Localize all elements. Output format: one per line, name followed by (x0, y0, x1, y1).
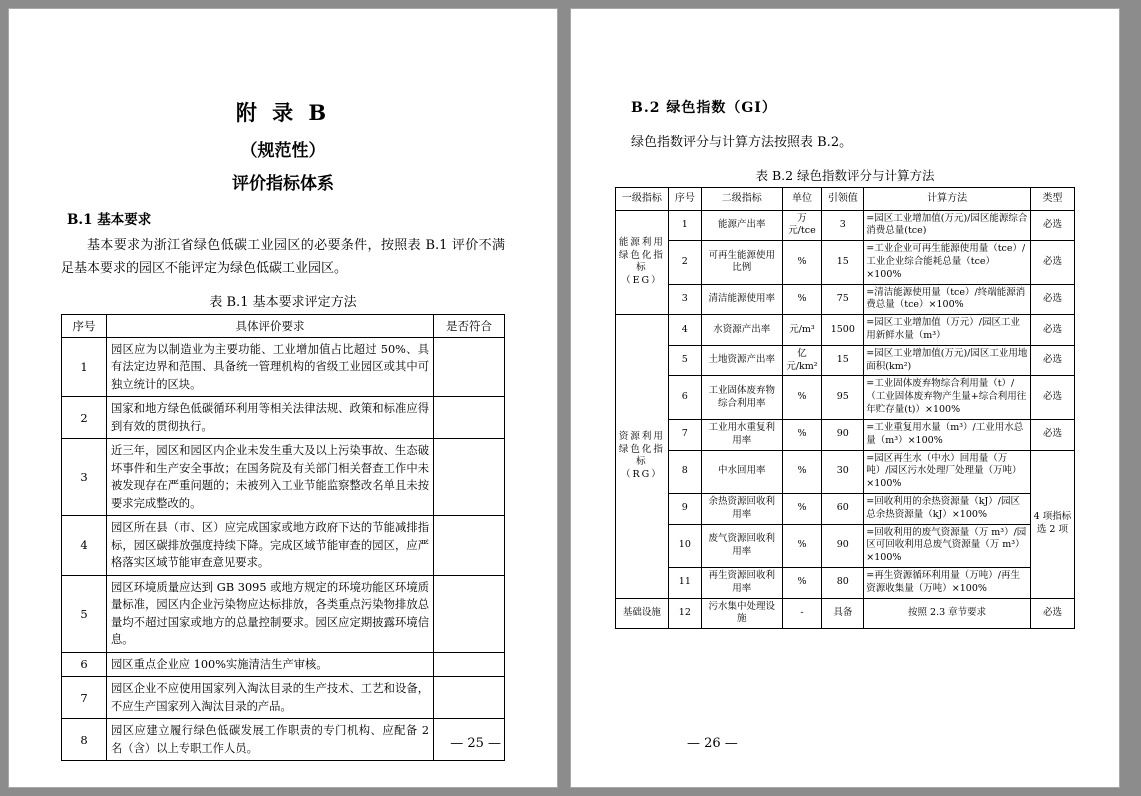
column-header-type: 类型 (1030, 188, 1074, 211)
row-type: 必选 (1030, 376, 1074, 419)
table-row (616, 210, 1075, 241)
row-value: 30 (822, 450, 864, 493)
row-conform (434, 575, 505, 652)
table-row (616, 376, 1075, 419)
row-unit: % (782, 419, 822, 450)
table-b2 (615, 187, 1075, 629)
row-calc: =回收利用的废气资源量（万 m³）/园区可回收利用总废气资源量（万 m³）×100% (864, 524, 1031, 567)
page-right (570, 8, 1120, 788)
row-calc: =回收利用的余热资源量（kJ）/园区总余热资源量（kJ）×100% (864, 493, 1031, 524)
table-row (616, 419, 1075, 450)
row-calc: =园区工业增加值(万元)/园区工业用地面积(km²) (864, 345, 1031, 376)
row-unit: % (782, 568, 822, 599)
table-row (62, 516, 505, 576)
row-calc: =工业固体废弃物综合利用量（t）/（工业固体废弃物产生量+综合利用往年贮存量(t)）×100% (864, 376, 1031, 419)
page-number-right: — 26 — (687, 736, 738, 751)
row-value: 95 (822, 376, 864, 419)
row-indicator: 清洁能源使用率 (701, 284, 782, 315)
row-calc: =园区工业增加值(万元)/园区能源综合消费总量(tce) (864, 210, 1031, 241)
row-number: 8 (668, 450, 701, 493)
table-row (616, 284, 1075, 315)
row-requirement: 园区企业不应使用国家列入淘汰目录的生产技术、工艺和设备，不应生产国家列入淘汰目录的产品。 (107, 677, 434, 719)
table-row (62, 652, 505, 677)
row-calc: =清洁能源使用量（tce）/终端能源消费总量（tce）×100% (864, 284, 1031, 315)
row-number: 8 (62, 719, 107, 761)
row-number: 7 (62, 677, 107, 719)
row-number: 4 (668, 315, 701, 346)
column-header-unit: 单位 (782, 188, 822, 211)
row-calc: =工业企业可再生能源使用量（tce）/工业企业综合能耗总量（tce）×100% (864, 241, 1031, 284)
row-number: 3 (62, 439, 107, 516)
row-number: 7 (668, 419, 701, 450)
row-unit: % (782, 493, 822, 524)
row-indicator: 水资源产出率 (701, 315, 782, 346)
row-number: 11 (668, 568, 701, 599)
table-row (616, 524, 1075, 567)
row-conform (434, 439, 505, 516)
category-infrastructure: 基础设施 (616, 598, 669, 629)
row-indicator: 可再生能源使用比例 (701, 241, 782, 284)
row-requirement: 园区环境质量应达到 GB 3095 或地方规定的环境功能区环境质量标准，园区内企业污染物应达标排放，各类重点污染物排放总量均不超过国家或地方的总量控制要求。园区应定期披露环境信息。 (107, 575, 434, 652)
table-b1 (61, 314, 505, 762)
column-header-value: 引领值 (822, 188, 864, 211)
row-requirement: 园区所在县（市、区）应完成国家或地方政府下达的节能减排指标，园区碳排放强度持续下降。完成区域节能审查的园区，应严格落实区域节能审查意见要求。 (107, 516, 434, 576)
row-calc: =园区工业增加值（万元）/园区工业用新鲜水量（m³） (864, 315, 1031, 346)
row-requirement: 园区应为以制造业为主要功能、工业增加值占比超过 50%、具有法定边界和范围、具备统一管理机构的省级工业园区或其中可独立统计的区块。 (107, 337, 434, 397)
table-row (616, 345, 1075, 376)
row-value: 90 (822, 524, 864, 567)
row-type: 必选 (1030, 419, 1074, 450)
row-unit: 亿元/km² (782, 345, 822, 376)
row-value: 15 (822, 345, 864, 376)
column-header-indicator: 二级指标 (701, 188, 782, 211)
row-type: 必选 (1030, 210, 1074, 241)
row-indicator: 工业用水重复利用率 (701, 419, 782, 450)
row-conform (434, 677, 505, 719)
column-header-category: 一级指标 (616, 188, 669, 211)
table-row (62, 677, 505, 719)
row-indicator: 废气资源回收利用率 (701, 524, 782, 567)
page-number-left: — 25 — (450, 736, 501, 751)
column-header-conform: 是否符合 (434, 314, 505, 337)
row-calc: =再生资源循环利用量（万吨）/再生资源收集量（万吨）×100% (864, 568, 1031, 599)
row-number: 4 (62, 516, 107, 576)
row-conform (434, 337, 505, 397)
section-b2-paragraph: 绿色指数评分与计算方法按照表 B.2。 (631, 135, 853, 150)
row-value: 80 (822, 568, 864, 599)
table-row (616, 315, 1075, 346)
row-type: 必选 (1030, 345, 1074, 376)
row-unit: % (782, 284, 822, 315)
appendix-title: 附 录 B (235, 100, 331, 125)
table-row (62, 439, 505, 516)
row-number: 6 (668, 376, 701, 419)
row-unit: 元/m³ (782, 315, 822, 346)
row-indicator: 再生资源回收利用率 (701, 568, 782, 599)
column-header-calc: 计算方法 (864, 188, 1031, 211)
row-indicator: 余热资源回收利用率 (701, 493, 782, 524)
appendix-subtitle: （规范性） (240, 141, 326, 161)
row-value: 75 (822, 284, 864, 315)
table-b1-caption: 表 B.1 基本要求评定方法 (209, 294, 357, 310)
row-indicator: 土地资源产出率 (701, 345, 782, 376)
section-b1-paragraph: 基本要求为浙江省绿色低碳工业园区的必要条件，按照表 B.1 评价不满足基本要求的园区不能评定为绿色低碳工业园区。 (61, 238, 505, 276)
row-indicator: 工业固体废弃物综合利用率 (701, 376, 782, 419)
row-number: 1 (668, 210, 701, 241)
table-b2-caption: 表 B.2 绿色指数评分与计算方法 (755, 168, 935, 183)
row-calc: =园区再生水（中水）回用量（万吨）/园区污水处理厂处理量（万吨）×100% (864, 450, 1031, 493)
row-number: 2 (668, 241, 701, 284)
row-unit: % (782, 241, 822, 284)
row-unit: % (782, 524, 822, 567)
row-unit: 万元/tce (782, 210, 822, 241)
row-requirement: 园区重点企业应 100%实施清洁生产审核。 (107, 652, 434, 677)
column-header-no: 序号 (668, 188, 701, 211)
section-heading-b2: B.2 绿色指数（GI） (631, 100, 777, 116)
category-rg: 资源利用绿色化指标（RG） (616, 315, 669, 598)
row-type-merged: 4 项指标选 2 项 (1030, 450, 1074, 598)
row-value: 60 (822, 493, 864, 524)
row-conform (434, 516, 505, 576)
column-header-requirement: 具体评价要求 (107, 314, 434, 337)
section-heading-b1: B.1 基本要求 (67, 212, 152, 228)
table-row (616, 598, 1075, 629)
row-calc: =工业重复用水量（m³）/工业用水总量（m³）×100% (864, 419, 1031, 450)
table-header-row (62, 314, 505, 337)
row-conform (434, 652, 505, 677)
row-type: 必选 (1030, 241, 1074, 284)
page-left (8, 8, 558, 788)
row-indicator: 中水回用率 (701, 450, 782, 493)
row-requirement: 园区应建立履行绿色低碳发展工作职责的专门机构、应配备 2 名（含）以上专职工作人员。 (107, 719, 434, 761)
row-type: 必选 (1030, 284, 1074, 315)
row-unit: % (782, 450, 822, 493)
row-value: 15 (822, 241, 864, 284)
row-unit: - (782, 598, 822, 629)
row-number: 2 (62, 397, 107, 439)
table-row (62, 397, 505, 439)
row-number: 5 (668, 345, 701, 376)
table-row (616, 241, 1075, 284)
appendix-subtitle-2: 评价指标体系 (232, 174, 334, 194)
row-requirement: 国家和地方绿色低碳循环利用等相关法律法规、政策和标准应得到有效的贯彻执行。 (107, 397, 434, 439)
table-header-row (616, 188, 1075, 211)
row-number: 12 (668, 598, 701, 629)
row-number: 3 (668, 284, 701, 315)
row-type: 必选 (1030, 598, 1074, 629)
row-number: 10 (668, 524, 701, 567)
row-calc: 按照 2.3 章节要求 (864, 598, 1031, 629)
row-value: 90 (822, 419, 864, 450)
row-number: 6 (62, 652, 107, 677)
category-eg: 能源利用绿色化指标（EG） (616, 210, 669, 315)
row-number: 1 (62, 337, 107, 397)
row-value: 1500 (822, 315, 864, 346)
row-number: 9 (668, 493, 701, 524)
column-header-no: 序号 (62, 314, 107, 337)
row-type: 必选 (1030, 315, 1074, 346)
row-value: 3 (822, 210, 864, 241)
row-indicator: 能源产出率 (701, 210, 782, 241)
row-requirement: 近三年，园区和园区内企业未发生重大及以上污染事故、生态破坏事件和生产安全事故；在国务院及有关部门相关督查工作中未被发现存在严重问题的；未被列入工业节能监察整改名单且未按要求完成整改的。 (107, 439, 434, 516)
row-number: 5 (62, 575, 107, 652)
row-value: 具备 (822, 598, 864, 629)
table-row (62, 337, 505, 397)
row-unit: % (782, 376, 822, 419)
row-conform (434, 397, 505, 439)
table-row (616, 493, 1075, 524)
table-row (616, 450, 1075, 493)
row-indicator: 污水集中处理设施 (701, 598, 782, 629)
table-row (616, 568, 1075, 599)
table-row (62, 575, 505, 652)
